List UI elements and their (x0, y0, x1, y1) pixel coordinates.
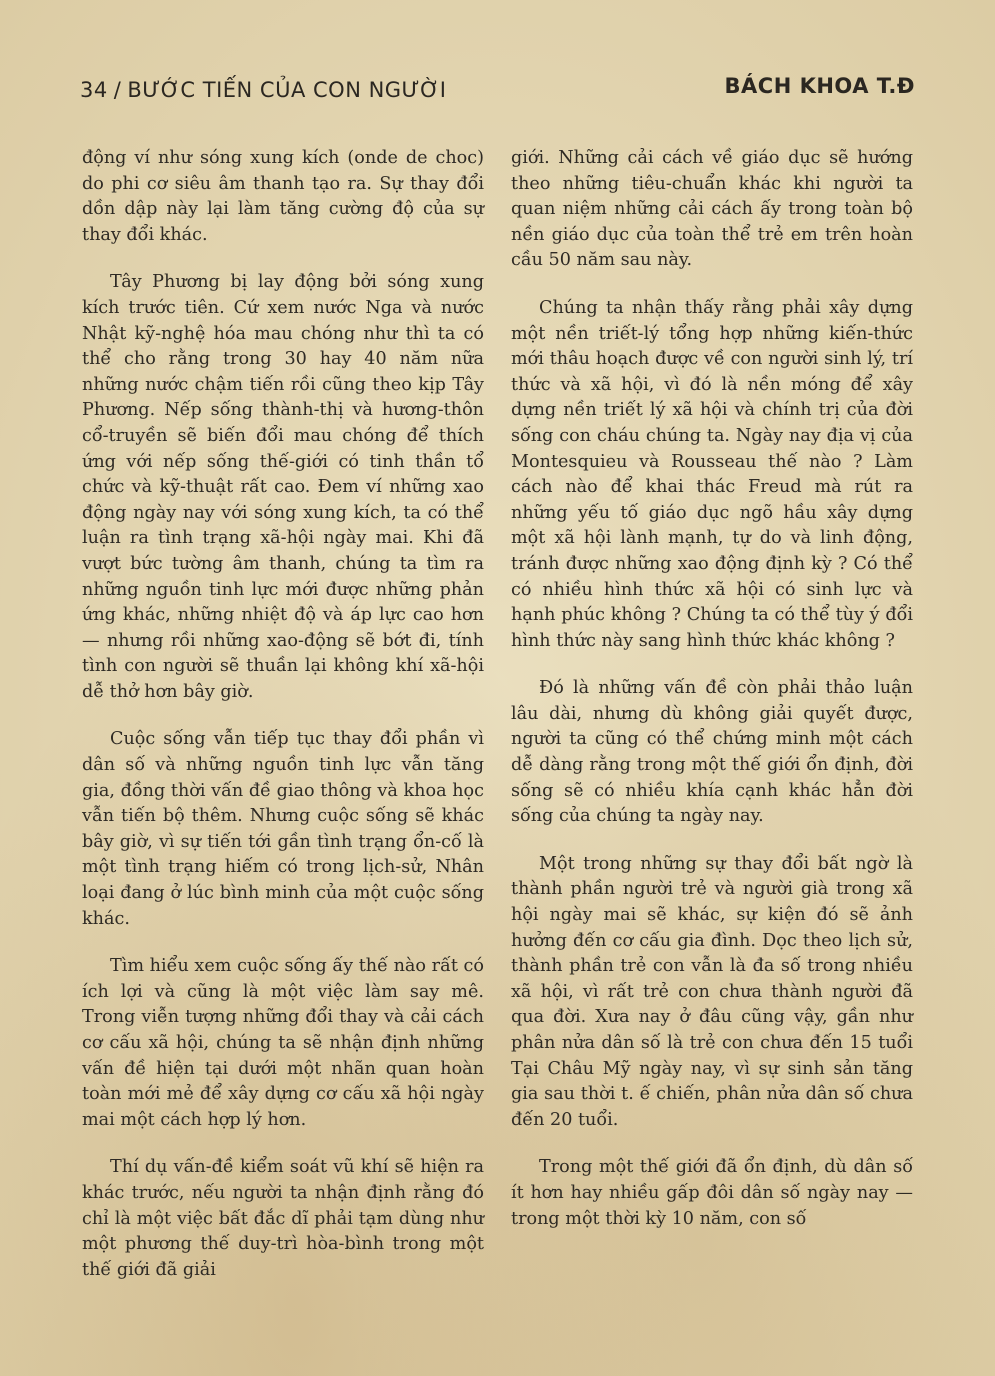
paragraph: động ví như sóng xung kích (onde de choc) do phi cơ siêu âm thanh tạo ra. Sự thay đổi dồn dập này lại làm tăng cường độ của sự thay đổi khác. (82, 148, 484, 245)
paragraph: Tìm hiểu xem cuộc sống ấy thế nào rất có ích lợi và cũng là một việc làm say mê. Trong viễn tượng những đổi thay và cải cách cơ cấu xã hội, chúng ta sẽ nhận định những vấn đề hiện tại dưới một nhãn quan hoàn toàn mới mẻ để xây dựng cơ cấu xã hội ngày mai một cách hợp lý hơn. (82, 956, 484, 1130)
paragraph: Thí dụ vấn-đề kiểm soát vũ khí sẽ hiện ra khác trước, nếu người ta nhận định rằng đó chỉ là một việc bất đắc dĩ phải tạm dùng như một phương thế duy-trì hòa-bình trong một thế giới đã giải (82, 1157, 484, 1280)
book-title: BƯỚC TIẾN CỦA CON NGƯỜI (127, 78, 447, 102)
header-separator: / (113, 78, 122, 102)
publisher-name: BÁCH KHOA T.Đ (724, 74, 915, 98)
paragraph: Một trong những sự thay đổi bất ngờ là thành phần người trẻ và người già trong xã hội ngày mai sẽ khác, sự kiện đó sẽ ảnh hưởng đến cơ cấu gia đình. Dọc theo lịch sử, thành phần trẻ con vẫn là đa số trong nhiều xã hội, vì rất trẻ con chưa thành người đã qua đời. Xưa nay ở đâu cũng vậy, gần như phân nửa dân số là trẻ con chưa đến 15 tuổi Tại Châu Mỹ ngày nay, vì sự sinh sản tăng gia sau thời t. ế chiến, phân nửa dân số chưa đến 20 tuổi. (511, 853, 913, 1130)
running-header (80, 74, 915, 114)
paragraph: Cuộc sống vẫn tiếp tục thay đổi phần vì dân số và những nguồn tinh lực vẫn tăng gia, đồng thời vấn đề giao thông và khoa học vẫn tiến bộ thêm. Nhưng cuộc sống sẽ khác bây giờ, vì sự tiến tới gần tình trạng ổn-cố là một tình trạng hiếm có trong lịch-sử, Nhân loại đang ở lúc bình minh của một cuộc sống khác. (82, 729, 484, 929)
header-left (80, 78, 446, 102)
paragraph: Đó là những vấn đề còn phải thảo luận lâu dài, nhưng dù không giải quyết được, người ta cũng có thể chứng minh một cách dễ dàng rằng trong một thế giới ổn định, đời sống sẽ có nhiều khía cạnh khác hẳn đời sống của chúng ta ngày nay. (511, 678, 913, 827)
right-text-column (511, 146, 913, 1254)
page-number: 34 (80, 78, 108, 102)
paragraph: Chúng ta nhận thấy rằng phải xây dựng một nền triết-lý tổng hợp những kiến-thức mới thâu hoạch được về con người sinh lý, trí thức và xã hội, vì đó là nền móng để xây dựng nền triết lý xã hội và chính trị của đời sống con cháu chúng ta. Ngày nay địa vị của Montesquieu và Rousseau thế nào ? Làm cách nào để khai thác Freud mà rút ra những yếu tố giáo dục ngõ hầu xây dựng một xã hội lành mạnh, tự do và linh động, tránh được những xao động định kỳ ? Có thể có nhiều hình thức xã hội có sinh lực và hạnh phúc không ? Chúng ta có thể tùy ý đổi hình thức này sang hình thức khác không ? (511, 297, 913, 651)
left-text-column (82, 146, 484, 1305)
paragraph: Tây Phương bị lay động bởi sóng xung kích trước tiên. Cứ xem nước Nga và nước Nhật kỹ-nghệ hóa mau chóng như thì ta có thể cho rằng trong 30 hay 40 năm nữa những nước chậm tiến rồi cũng theo kịp Tây Phương. Nếp sống thành-thị và hương-thôn cổ-truyền sẽ biến đổi mau chóng để thích ứng với nếp sống thế-giới có tinh thần tổ chức và kỹ-thuật rất cao. Đem ví những xao động ngày nay với sóng xung kích, ta có thể luận ra tình trạng xã-hội ngày mai. Khi đã vượt bức tường âm thanh, chúng ta tìm ra những nguồn tinh lực mới được những phản ứng khác, những nhiệt độ và áp lực cao hơn — nhưng rồi những xao-động sẽ bớt đi, tính tình con người sẽ thuần lại không khí xã-hội dễ thở hơn bây giờ. (82, 272, 484, 702)
paragraph: giới. Những cải cách về giáo dục sẽ hướng theo những tiêu-chuẩn khác khi người ta quan niệm những cải cách ấy trong toàn bộ nền giáo dục của toàn thể trẻ em trên hoàn cầu 50 năm sau này. (511, 148, 913, 271)
paragraph: Trong một thế giới đã ổn định, dù dân số ít hơn hay nhiều gấp đôi dân số ngày nay — trong một thời kỳ 10 năm, con số (511, 1157, 913, 1229)
